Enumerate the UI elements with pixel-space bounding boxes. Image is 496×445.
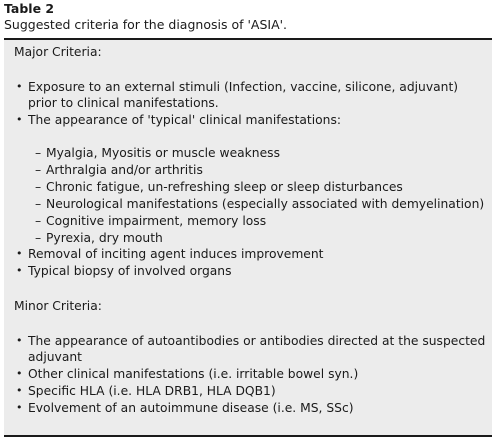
dash-icon: –	[35, 214, 42, 228]
subitem-pyrexia: Pyrexia, dry mouth	[46, 231, 163, 245]
dash-icon: –	[35, 231, 42, 245]
table-title: Suggested criteria for the diagnosis of 'ASIA'.	[4, 17, 288, 32]
subitem-arthralgia: Arthralgia and/or arthritis	[46, 163, 203, 177]
criteria-box	[4, 38, 492, 437]
bullet-icon: •	[16, 367, 23, 380]
major-item-exposure-cont: prior to clinical manifestations.	[28, 96, 219, 110]
major-item-typical: The appearance of 'typical' clinical manifestations:	[28, 113, 342, 127]
bullet-icon: •	[16, 401, 23, 414]
minor-item-hla: Specific HLA (i.e. HLA DRB1, HLA DQB1)	[28, 384, 276, 398]
minor-item-other: Other clinical manifestations (i.e. irritable bowel syn.)	[28, 367, 359, 381]
bullet-icon: •	[16, 384, 23, 397]
bullet-icon: •	[16, 264, 23, 277]
minor-item-autoimmune: Evolvement of an autoimmune disease (i.e. MS, SSc)	[28, 401, 354, 415]
bullet-icon: •	[16, 113, 23, 126]
subitem-myalgia: Myalgia, Myositis or muscle weakness	[46, 146, 280, 160]
dash-icon: –	[35, 163, 42, 177]
major-item-removal: Removal of inciting agent induces improvement	[28, 247, 324, 261]
bullet-icon: •	[16, 334, 23, 347]
bullet-icon: •	[16, 247, 23, 260]
minor-criteria-heading: Minor Criteria:	[14, 299, 102, 313]
minor-item-autoantibodies: The appearance of autoantibodies or antibodies directed at the suspected	[28, 334, 486, 348]
major-item-biopsy: Typical biopsy of involved organs	[28, 264, 232, 278]
dash-icon: –	[35, 146, 42, 160]
major-criteria-heading: Major Criteria:	[14, 45, 102, 59]
subitem-fatigue: Chronic fatigue, un-refreshing sleep or sleep disturbances	[46, 180, 403, 194]
bullet-icon: •	[16, 80, 23, 93]
subitem-cognitive: Cognitive impairment, memory loss	[46, 214, 267, 228]
minor-item-autoantibodies-cont: adjuvant	[28, 350, 82, 364]
table-caption	[4, 1, 492, 33]
dash-icon: –	[35, 197, 42, 211]
dash-icon: –	[35, 180, 42, 194]
subitem-neurological: Neurological manifestations (especially associated with demyelination)	[46, 197, 485, 211]
major-item-exposure: Exposure to an external stimuli (Infection, vaccine, silicone, adjuvant)	[28, 80, 459, 94]
table-label: Table 2	[4, 1, 55, 16]
